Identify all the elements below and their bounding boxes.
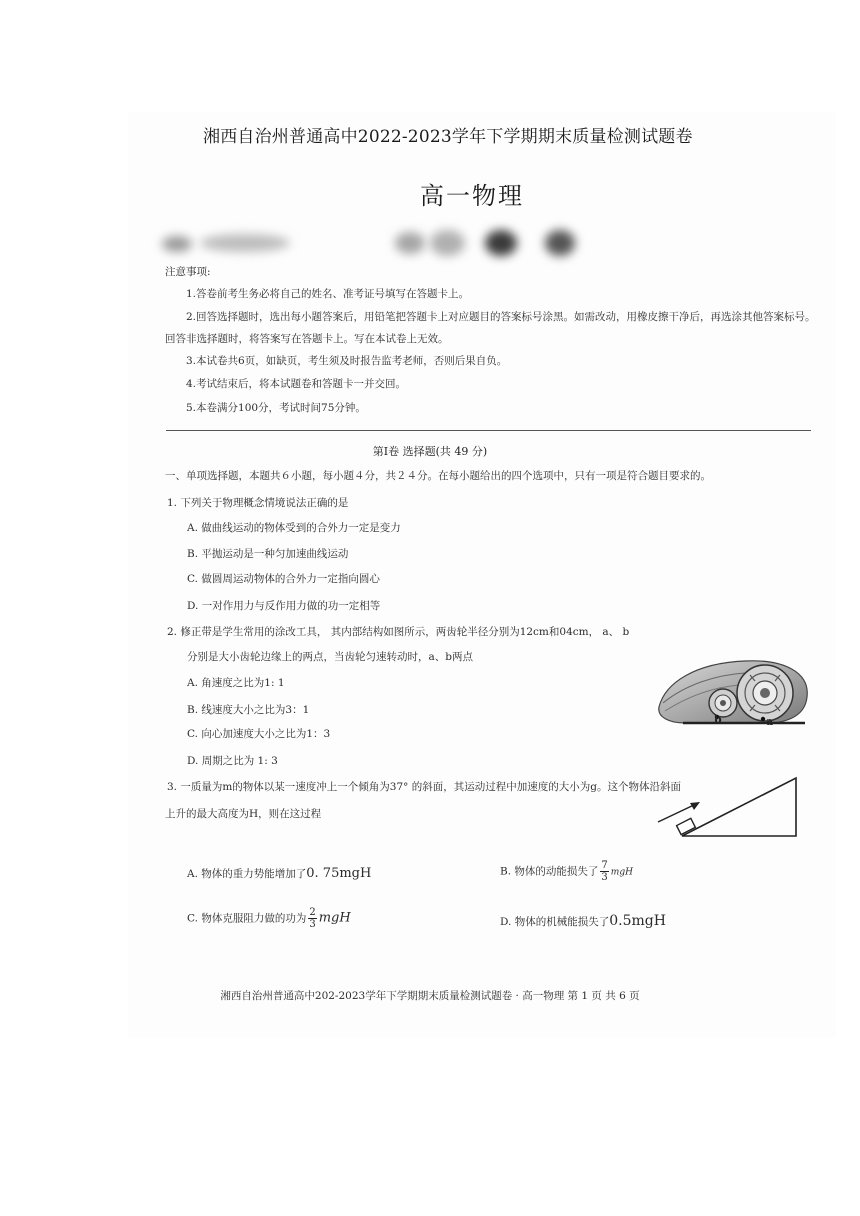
q2-option-a: A. 角速度之比为1: 1 <box>187 677 285 689</box>
section-divider <box>166 430 811 431</box>
exam-subject: 高一物理 <box>420 182 524 210</box>
note-4: 4.考试结束后，将本试题卷和答题卡一并交回。 <box>186 378 407 390</box>
q3-option-b <box>500 860 633 883</box>
exam-title: 湘西自治州普通高中2022-2023学年下学期期末质量检测试题卷 <box>203 127 693 147</box>
redacted-student-info <box>160 230 580 260</box>
q1-option-b: B. 平抛运动是一种匀加速曲线运动 <box>187 548 349 560</box>
correction-tape-figure <box>655 655 815 730</box>
q2-option-b: B. 线速度大小之比为3：1 <box>187 704 310 716</box>
q1-option-a: A. 做曲线运动的物体受到的合外力一定是变力 <box>187 522 401 534</box>
question-3-stem-cont: 上升的最大高度为H，则在这过程 <box>165 808 322 820</box>
q2-option-d: D. 周期之比为 1: 3 <box>187 755 278 767</box>
incline-figure <box>650 772 800 842</box>
section-instruction: 一、单项选择题，本题共６小题，每小题４分，共２４分。在每小题给出的四个选项中，只有一项是符合题目要求的。 <box>165 470 711 482</box>
notes-heading: 注意事项: <box>165 266 211 278</box>
question-2-stem-cont: 分别是大小齿轮边缘上的两点，当齿轮匀速转动时，a、b两点 <box>187 651 473 663</box>
note-5: 5.本卷满分100分，考试时间75分钟。 <box>186 402 366 414</box>
page-footer: 湘西自治州普通高中202-2023学年下学期期末质量检测试题卷 · 高一物理 第 1 页 共 6 页 <box>220 990 640 1002</box>
q3-option-c-fraction <box>308 907 316 930</box>
q3-option-b-expression: mgH <box>610 867 633 878</box>
q3-option-d <box>500 913 666 929</box>
note-2: 2.回答选择题时，选出每小题答案后，用铅笔把答题卡上对应题目的答案标号涂黑。如需改动，用橡皮擦干净后，再选涂其他答案标号。 <box>186 311 816 323</box>
section-heading: 第Ⅰ卷 选择题(共 49 分) <box>372 445 488 458</box>
q2-option-c: C. 向心加速度大小之比为1：3 <box>187 728 331 740</box>
q3-option-a-text: A. 物体的重力势能增加了 <box>187 868 307 880</box>
q3-option-c-denominator: 3 <box>309 919 316 930</box>
q3-option-a <box>187 866 371 881</box>
q3-option-c <box>187 907 351 930</box>
question-1-stem: 1. 下列关于物理概念情境说法正确的是 <box>167 497 349 509</box>
q3-option-b-numerator: 7 <box>601 860 608 871</box>
note-3: 3.本试卷共6页，如缺页，考生须及时报告监考老师，否则后果自负。 <box>186 355 508 367</box>
q3-option-a-value: 0. 75mgH <box>306 866 372 881</box>
q3-option-b-fraction <box>600 860 608 883</box>
point-b-label: b <box>714 713 722 726</box>
q3-option-c-numerator: 2 <box>309 907 316 918</box>
q3-option-d-value: 0.5mgH <box>609 913 666 929</box>
q3-option-b-text: B. 物体的动能损失了 <box>500 865 599 878</box>
q3-option-c-text: C. 物体克服阻力做的功为 <box>187 912 307 925</box>
question-3-stem: 3. 一质量为m的物体以某一速度冲上一个倾角为37° 的斜面，其运动过程中加速度的大小为g。这个物体沿斜面 <box>167 781 681 793</box>
note-2-cont: 回答非选择题时，将答案写在答题卡上。写在本试卷上无效。 <box>165 333 449 345</box>
q3-option-b-denominator: 3 <box>601 872 608 883</box>
q1-option-d: D. 一对作用力与反作用力做的功一定相等 <box>187 600 381 612</box>
point-a-label: a <box>766 715 774 728</box>
question-2-stem: 2. 修正带是学生常用的涂改工具， 其内部结构如图所示，两齿轮半径分别为12cm和04cm， a、 b <box>167 626 630 638</box>
note-1: 1.答卷前考生务必将自己的姓名、准考证号填写在答题卡上。 <box>186 288 470 300</box>
q3-option-c-expression: mgH <box>318 910 351 926</box>
q3-option-d-text: D. 物体的机械能损失了 <box>500 916 610 928</box>
q1-option-c: C. 做圆周运动物体的合外力一定指向圆心 <box>187 573 380 585</box>
